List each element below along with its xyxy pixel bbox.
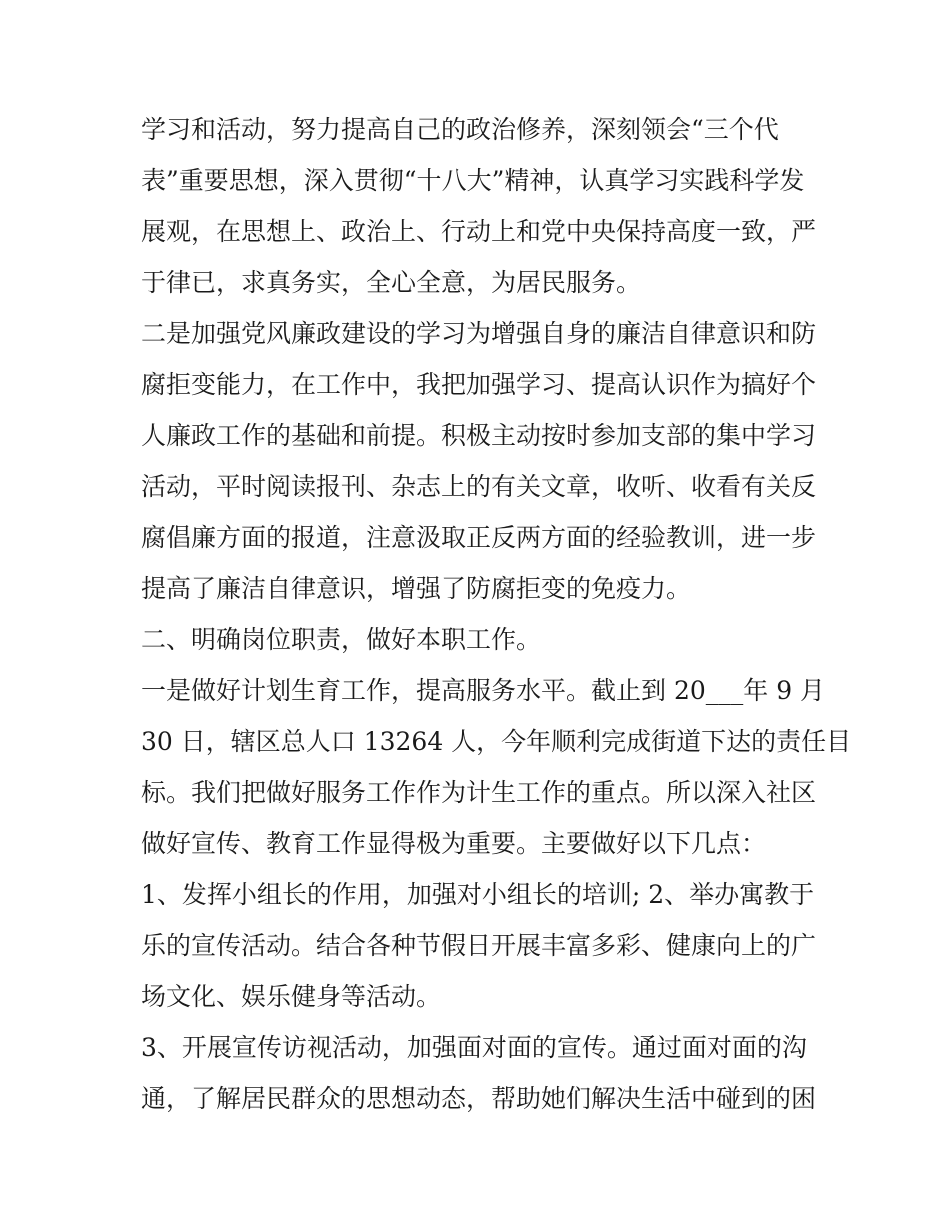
- text-line: 提高了廉洁自律意识，增强了防腐拒变的免疫力。: [141, 574, 692, 603]
- text-line: 场文化、娱乐健身等活动。: [141, 982, 442, 1011]
- text-line: 表”重要思想，深入贯彻“十八大”精神，认真学习实践科学发: [141, 166, 805, 195]
- text-line: 一是做好计划生育工作，提高服务水平。截止到 20___年 9 月: [141, 676, 826, 705]
- text-line: 做好宣传、教育工作显得极为重要。主要做好以下几点：: [141, 829, 767, 858]
- text-line: 展观，在思想上、政治上、行动上和党中央保持高度一致，严: [141, 217, 817, 246]
- text-line: 乐的宣传活动。结合各种节假日开展丰富多彩、健康向上的广: [141, 931, 817, 960]
- text-line: 标。我们把做好服务工作作为计生工作的重点。所以深入社区: [141, 778, 817, 807]
- text-line: 二是加强党风廉政建设的学习为增强自身的廉洁自律意识和防: [141, 319, 817, 348]
- text-line: 3、开展宣传访视活动，加强面对面的宣传。通过面对面的沟: [141, 1033, 807, 1062]
- text-line: 活动，平时阅读报刊、杂志上的有关文章，收听、收看有关反: [141, 472, 817, 501]
- text-line: 1、发挥小组长的作用，加强对小组长的培训; 2、举办寓教于: [141, 880, 815, 909]
- text-line: 人廉政工作的基础和前提。积极主动按时参加支部的集中学习: [141, 421, 817, 450]
- section-heading: 二、明确岗位职责，做好本职工作。: [141, 625, 542, 654]
- text-line: 30 日，辖区总人口 13264 人，今年顺利完成街道下达的责任目: [141, 727, 852, 756]
- text-line: 腐拒变能力，在工作中，我把加强学习、提高认识作为搞好个: [141, 370, 817, 399]
- text-line: 腐倡廉方面的报道，注意汲取正反两方面的经验教训，进一步: [141, 523, 817, 552]
- text-line: 于律已，求真务实，全心全意，为居民服务。: [141, 268, 642, 297]
- text-line: 学习和活动，努力提高自己的政治修养，深刻领会“三个代: [141, 115, 779, 144]
- text-line: 通，了解居民群众的思想动态，帮助她们解决生活中碰到的困: [141, 1084, 817, 1113]
